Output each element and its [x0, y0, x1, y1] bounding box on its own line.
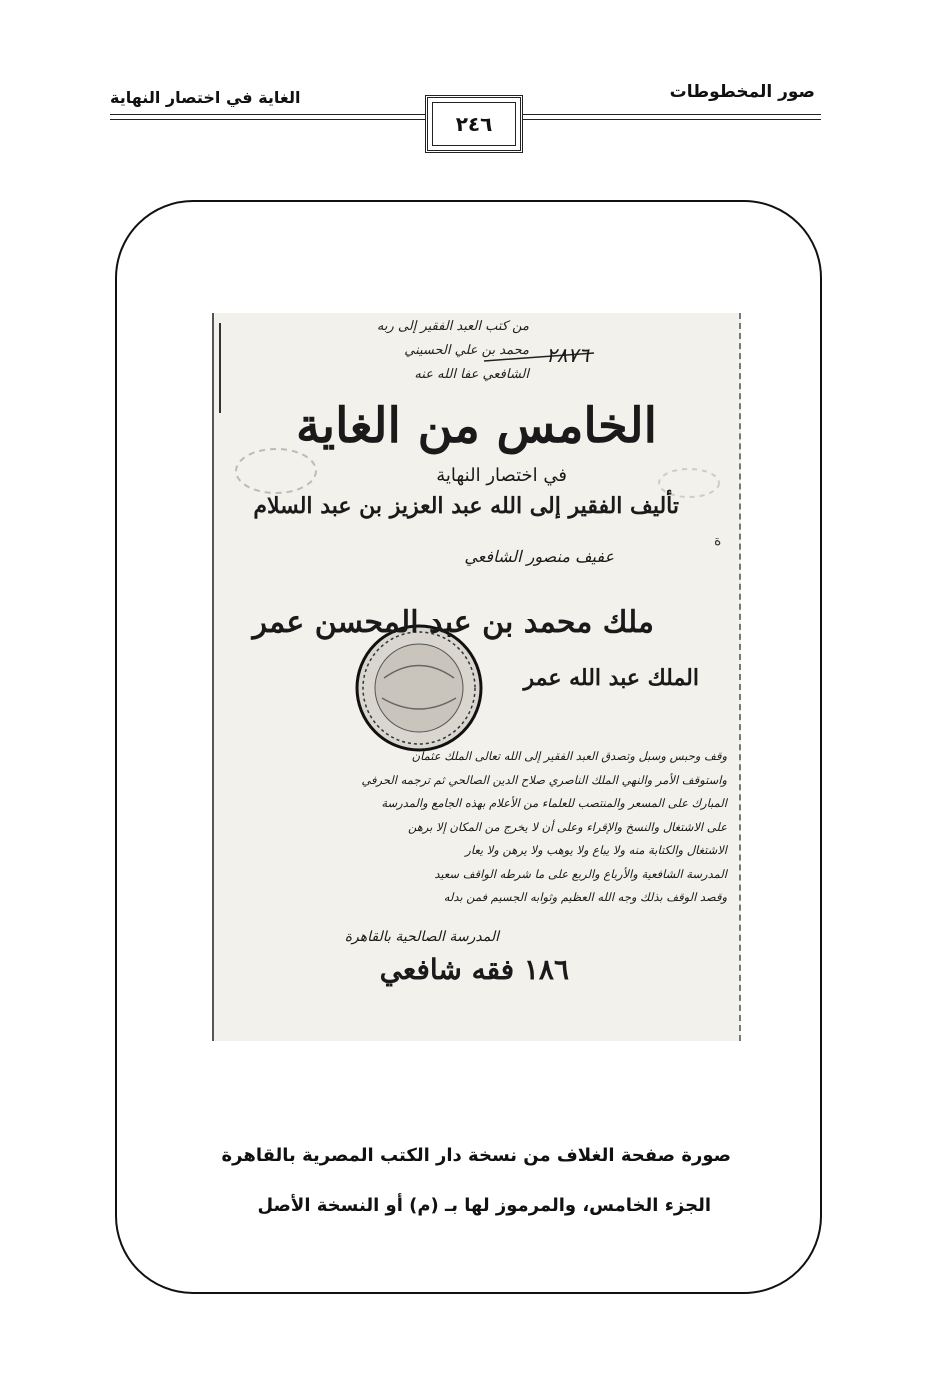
page-number-box [425, 95, 523, 153]
waqf-line: المبارك على المسعر والمنتصب للعلماء من الأعلام بهذه الجامع والمدرسة [381, 796, 727, 810]
caption-line-1: صورة صفحة الغلاف من نسخة دار الكتب المصرية بالقاهرة [221, 1145, 731, 1166]
ownership-note-1: عفيف منصور الشافعي [464, 547, 614, 566]
edge-mark: ة [714, 533, 722, 549]
section-title: صور المخطوطات [669, 82, 815, 102]
page-number: ٢٤٦ [455, 112, 493, 136]
manuscript-author: تأليف الفقير إلى الله عبد العزيز بن عبد السلام [253, 493, 679, 519]
waqf-line: واستوقف الأمر والنهي الملك الناصري صلاح الدين الصالحي ثم ترجمه الحرفي [361, 772, 727, 787]
bottom-note: المدرسة الصالحية بالقاهرة [344, 929, 499, 945]
catalog-number: ٢٨٧٦ [546, 343, 589, 367]
round-seal [357, 626, 481, 750]
caption-line-2: الجزء الخامس، والمرموز لها بـ (م) أو النسخة الأصل [257, 1195, 711, 1216]
header-rule-left-bottom [110, 119, 425, 120]
header-rule-left-top [110, 114, 425, 115]
waqf-line: المدرسة الشافعية والأرباع والربع على ما شرطه الواقف سعيد [434, 866, 727, 881]
manuscript-subtitle: في اختصار النهاية [436, 465, 567, 486]
book-title: الغاية في اختصار النهاية [110, 88, 301, 107]
margin-note-line: الشافعي عفا الله عنه [414, 367, 529, 382]
waqf-line: وقصد الوقف بذلك وجه الله العظيم وثوابه الجسيم فمن بدله [443, 890, 727, 904]
margin-notes [377, 315, 529, 387]
shelf-mark: ١٨٦ فقه شافعي [379, 953, 569, 986]
faint-stamp-left [236, 449, 316, 493]
manuscript-title: الخامس من الغاية [296, 398, 657, 454]
waqf-text [361, 745, 727, 910]
ownership-note-3: الملك عبد الله عمر [523, 665, 699, 691]
manuscript-image [212, 313, 741, 1041]
margin-note-line: من كتب العبد الفقير إلى ربه [376, 319, 529, 334]
waqf-line: وقف وحبس وسبل وتصدق العبد الفقير إلى الله تعالى الملك عثمان [411, 749, 727, 763]
header-rule-right-top [523, 114, 821, 115]
waqf-line: على الاشتغال والنسخ والإقراء وعلى أن لا يخرج من المكان إلا برهن [408, 819, 727, 834]
header-rule-right-bottom [523, 119, 821, 120]
margin-note-line: محمد بن علي الحسيني [404, 343, 529, 358]
ownership-note-2: ملك محمد بن عبد المحسن عمر [252, 605, 654, 640]
waqf-line: الاشتغال والكتابة منه ولا يباع ولا يوهب ولا يرهن ولا يعار [465, 843, 727, 857]
